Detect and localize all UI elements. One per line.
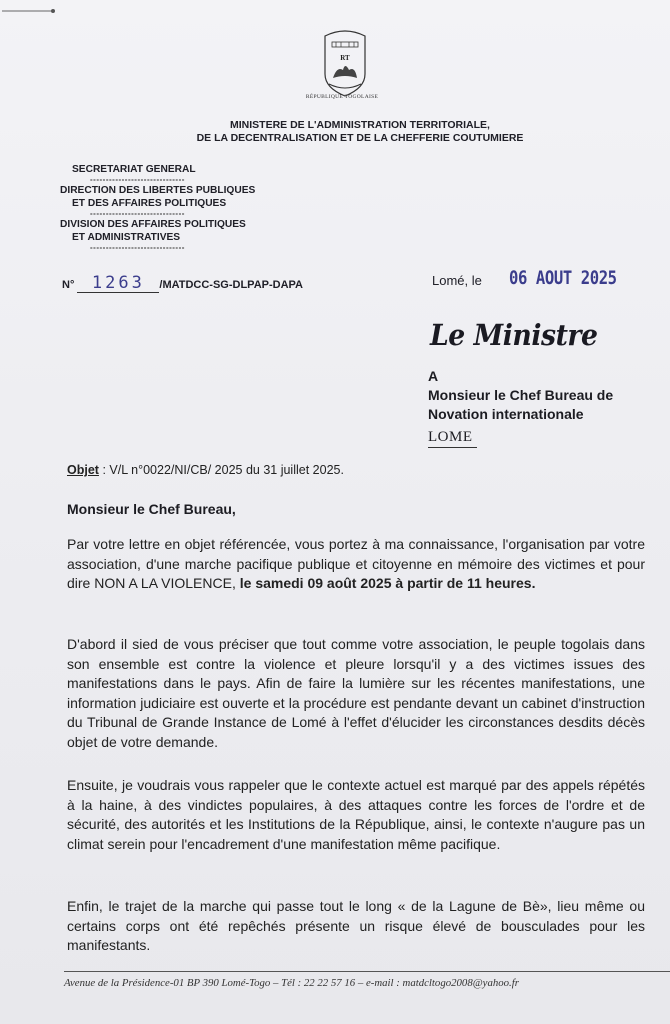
staple-mark xyxy=(2,8,56,14)
paragraph-2: D'abord il sied de vous préciser que tout comme votre association, le peuple togolais dans son ensemble est contre la violence et pleure lorsqu'il y a des victimes issues des manifestations dans le pays. Afin de faire la lumière sur les récentes manifestations, une information judiciaire est ouverte et la procédure est pendante devant un cabinet d'instruction du Tribunal de Grande Instance de Lomé à l'effet d'élucider les circonstances desdits décès objet de votre demande. xyxy=(67,636,645,750)
ministry-line-1: MINISTERE DE L'ADMINISTRATION TERRITORIALE, xyxy=(230,119,490,131)
addressee-to: A xyxy=(428,368,439,384)
paragraph-1 xyxy=(67,535,645,594)
direction-line-1: DIRECTION DES LIBERTES PUBLIQUES xyxy=(60,185,256,196)
addressee-block xyxy=(428,367,613,448)
signatory-title: Le Ministre xyxy=(430,318,598,352)
addressee-line-2: Novation internationale xyxy=(428,406,584,422)
reference-prefix: N° xyxy=(62,279,75,291)
paragraph-3: Ensuite, je voudrais vous rappeler que le contexte actuel est marqué par des appels répétés à la haine, à des vindictes populaires, à des attaques contre les forces de l'ordre et de sécurité, des autorités et les Institutions de la République, ainsi, le contexte n'augure pas un climat serein pour l'encadrement d'une manifestation même pacifique. xyxy=(67,777,645,852)
dateline-place: Lomé, le xyxy=(432,273,482,288)
reference-number xyxy=(62,274,303,293)
reference-stamp-number: 1263 xyxy=(77,274,159,293)
direction-line-2: ET DES AFFAIRES POLITIQUES xyxy=(72,198,227,209)
reference-suffix: /MATDCC-SG-DLPAP-DAPA xyxy=(159,279,304,291)
division-line-1: DIVISION DES AFFAIRES POLITIQUES xyxy=(60,219,246,230)
issuing-department-block xyxy=(60,163,300,252)
separator-3: ------------------------------ xyxy=(90,243,185,252)
separator-1: ------------------------------ xyxy=(90,175,185,184)
footer-address: Avenue de la Présidence-01 BP 390 Lomé-Togo – Tél : 22 22 57 16 – e-mail : matdcltogo2008@yahoo.fr xyxy=(64,977,519,989)
separator-2: ------------------------------ xyxy=(90,209,185,218)
subject-label: Objet xyxy=(67,463,99,477)
svg-text:RT: RT xyxy=(340,54,350,62)
footer-rule xyxy=(64,971,670,972)
paragraph-4: Enfin, le trajet de la marche qui passe tout le long « de la Lagune de Bè», lieu même ou certains corps ont été repêchés présente un risque élevé de bousculades pour les manifestants. xyxy=(67,898,645,953)
ministry-header xyxy=(160,119,560,145)
addressee-city: LOME xyxy=(428,428,477,448)
salutation: Monsieur le Chef Bureau, xyxy=(67,501,236,517)
dateline-stamp-date: 06 AOUT 2025 xyxy=(509,267,617,289)
ministry-line-2: DE LA DECENTRALISATION ET DE LA CHEFFERIE COUTUMIERE xyxy=(196,132,524,144)
emblem-caption: RÉPUBLIQUE TOGOLAISE xyxy=(305,94,379,100)
subject-text: : V/L n°0022/NI/CB/ 2025 du 31 juillet 2025. xyxy=(102,463,344,477)
paragraph-1-text: Par votre lettre en objet référencée, vous portez à ma connaissance, l'organisation par votre association, d'une marche pacifique publique et citoyenne en mémoire des victimes et pour dire NON A LA VIOLENCE, xyxy=(67,536,645,591)
addressee-line-1: Monsieur le Chef Bureau de xyxy=(428,387,614,403)
secretariat-label: SECRETARIAT GENERAL xyxy=(72,164,196,175)
subject-line xyxy=(67,463,344,477)
division-line-2: ET ADMINISTRATIVES xyxy=(72,232,181,243)
paragraph-1-bold: le samedi 09 août 2025 à partir de 11 heures. xyxy=(239,575,536,591)
